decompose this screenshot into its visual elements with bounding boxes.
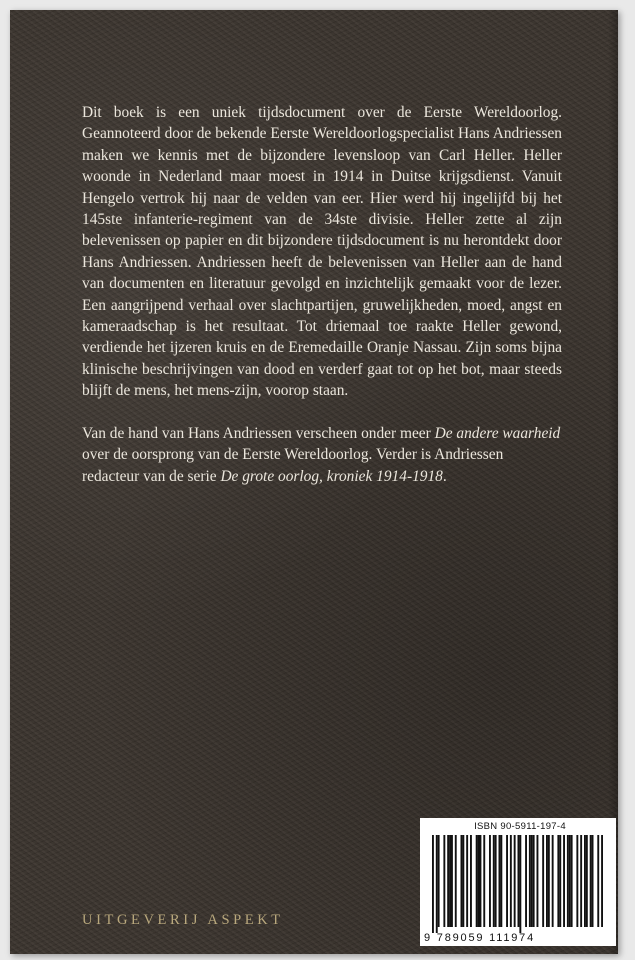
barcode-bar bbox=[531, 835, 533, 927]
blurb-paragraph-2-part-3: . bbox=[442, 467, 447, 485]
blurb-paragraph-1: Dit boek is een uniek tijdsdocument over de Eerste Wereldoorlog. Geannoteerd door de bekende Eerste Wereldoorlogspecialist Hans Andriessen maken we kennis met de bijzondere levensloop van Carl Heller. Heller woonde in Nederland maar moest in 1914 in Duitse krijgsdienst. Vanuit Hengelo vertrok hij naar de velden van eer. Hier werd hij ingelijfd bij het 145ste infanterie-regiment van de 34ste divisie. Heller zette al zijn belevenissen op papier en dit bijzondere tijdsdocument is nu herontdekt door Hans Andriessen. Andriessen heeft de belevenissen van Heller aan de hand van documenten en literatuur gevolgd en inzichtelijk gemaakt voor de lezer. Een aangrijpend verhaal over slachtpartijen, gruwelijkheden, moed, angst en kameraadschap is het resultaat. Tot driemaal toe raakte Heller gewond, verdiende het ijzeren kruis en de Eremedaille Oranje Nassau. Zijn soms bijna klinische beschrijvingen van dood en verderf gaat tot op het bot, maar steeds blijft de mens, het mens-zijn, voorop staan. bbox=[82, 104, 562, 400]
barcode-bar bbox=[480, 835, 482, 927]
barcode-bar bbox=[443, 835, 445, 927]
barcode-bar bbox=[586, 835, 588, 927]
blurb-paragraph-2-part-1: Van de hand van Hans Andriessen verscheen onder meer bbox=[82, 424, 435, 442]
cover-edge-shadow bbox=[608, 10, 618, 954]
barcode-bar bbox=[493, 835, 495, 927]
barcode-icon bbox=[432, 835, 610, 933]
barcode-bar bbox=[518, 835, 520, 927]
barcode-bar bbox=[571, 835, 573, 927]
barcode-panel bbox=[420, 818, 616, 946]
barcode-bar bbox=[478, 835, 480, 927]
barcode-bar bbox=[576, 835, 578, 927]
blurb-text bbox=[82, 102, 562, 487]
barcode-bar bbox=[462, 835, 464, 927]
barcode-bar bbox=[436, 835, 438, 933]
barcode-bar bbox=[537, 835, 539, 927]
barcode-bar bbox=[580, 835, 582, 927]
barcode-bar bbox=[466, 835, 468, 927]
barcode-bar bbox=[476, 835, 478, 927]
barcode-bar bbox=[500, 835, 502, 927]
barcode-bar bbox=[529, 835, 531, 927]
barcode-bar bbox=[601, 835, 603, 927]
publisher-name: UITGEVERIJ ASPEKT bbox=[82, 912, 284, 928]
isbn-label: ISBN 90-5911-197-4 bbox=[474, 821, 566, 832]
series-title-de-grote-oorlog: De grote oorlog, kroniek 1914-1918 bbox=[220, 467, 443, 485]
ean-digits: 9 789059 111974 bbox=[424, 932, 536, 944]
barcode-bar bbox=[514, 835, 516, 927]
barcode-bar bbox=[548, 835, 550, 927]
barcode-bar bbox=[567, 835, 569, 927]
barcode-bar bbox=[495, 835, 497, 927]
barcode-bar bbox=[519, 835, 521, 933]
barcode-bar bbox=[557, 835, 559, 927]
barcode-bar bbox=[590, 835, 592, 927]
barcode-bar bbox=[506, 835, 508, 927]
barcode-bar bbox=[563, 835, 565, 927]
barcode-bar bbox=[569, 835, 571, 927]
book-title-de-andere-waarheid: De andere waarheid bbox=[434, 424, 561, 442]
blurb-paragraph-2 bbox=[82, 423, 562, 487]
barcode-bar bbox=[559, 835, 561, 927]
barcode-bar bbox=[584, 835, 586, 927]
barcode-bar bbox=[510, 835, 512, 927]
barcode-bar bbox=[461, 835, 463, 927]
barcode-bar bbox=[449, 835, 451, 927]
barcode-bar bbox=[483, 835, 485, 927]
barcode-bar bbox=[447, 835, 449, 927]
barcode-bar bbox=[451, 835, 453, 927]
barcode-bar bbox=[525, 835, 527, 927]
barcode-bar bbox=[499, 835, 501, 927]
barcode-bar bbox=[438, 835, 440, 927]
barcode-bar bbox=[597, 835, 599, 927]
barcode-bar bbox=[552, 835, 554, 927]
barcode-bar bbox=[542, 835, 544, 927]
barcode-bar bbox=[455, 835, 457, 927]
barcode-bar bbox=[470, 835, 472, 927]
barcode-bar bbox=[592, 835, 594, 927]
barcode-bar bbox=[489, 835, 491, 927]
barcode-bar bbox=[546, 835, 548, 927]
barcode-bar bbox=[432, 835, 434, 933]
barcode-bar bbox=[533, 835, 535, 927]
blurb-paragraph-2-part-2: over de oorsprong van de Eerste Wereldoorlog. Verder is Andriessen redacteur van de serie bbox=[82, 446, 504, 485]
book-back-cover bbox=[10, 10, 618, 954]
